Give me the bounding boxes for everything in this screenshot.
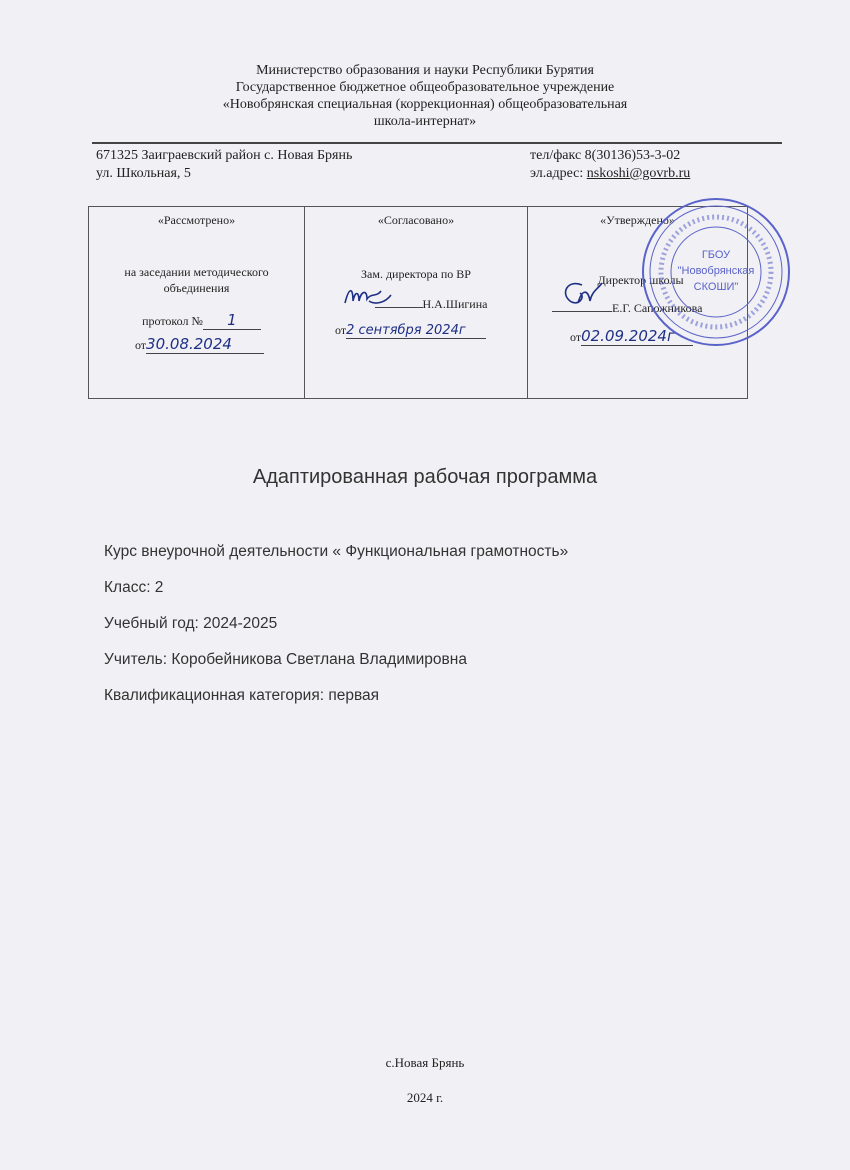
- approved-date-label: от: [570, 330, 582, 344]
- postal-address: [96, 147, 352, 183]
- qualification-category: Квалификационная категория: первая: [104, 687, 380, 704]
- school-stamp: [640, 196, 792, 348]
- reviewed-title: «Рассмотрено»: [157, 213, 236, 227]
- teacher: Учитель: Коробейникова Светлана Владимировна: [104, 651, 467, 668]
- reviewed-body-1: на заседании методического: [124, 265, 269, 279]
- header-divider: [92, 142, 782, 144]
- agreed-title: «Согласовано»: [377, 213, 455, 227]
- approved-title: «Утверждено»: [600, 213, 675, 227]
- institution-name-line: «Новобрянская специальная (коррекционная) общеобразовательная: [222, 97, 628, 112]
- letterhead: [0, 62, 850, 130]
- agreed-role: Зам. директора по ВР: [361, 267, 471, 281]
- phone-fax: тел/факс 8(30136)53-3-02: [530, 148, 681, 163]
- approved-role: Директор школы: [597, 273, 684, 287]
- approval-reviewed: [89, 207, 305, 398]
- contacts: [530, 147, 690, 183]
- reviewed-body-2: объединения: [163, 281, 230, 295]
- protocol-number: 1: [227, 311, 237, 329]
- footer-place: с.Новая Брянь: [385, 1055, 465, 1070]
- reviewed-date: 30.08.2024: [146, 335, 232, 353]
- academic-year: Учебный год: 2024-2025: [104, 615, 278, 632]
- footer-year: 2024 г.: [406, 1090, 444, 1105]
- agreed-name: Н.А.Шигина: [422, 297, 488, 311]
- address-line-1: 671325 Заиграевский район с. Новая Брянь: [96, 148, 353, 163]
- document-title: Адаптированная рабочая программа: [252, 466, 598, 488]
- approved-date: 02.09.2024г: [581, 327, 675, 345]
- institution-type-line: Государственное бюджетное общеобразовательное учреждение: [235, 80, 615, 95]
- institution-name-line-2: школа-интернат»: [373, 114, 477, 129]
- approved-name: Е.Г. Сапожникова: [612, 301, 703, 315]
- address-line-2: ул. Школьная, 5: [96, 166, 191, 181]
- agreed-date-label: от: [335, 323, 347, 337]
- grade: Класс: 2: [104, 579, 164, 596]
- program-details: [104, 540, 568, 720]
- deputy-signature: [341, 283, 393, 311]
- email-link[interactable]: nskoshi@govrb.ru: [586, 166, 691, 181]
- email-label: эл.адрес:: [530, 166, 587, 181]
- course-name: Курс внеурочной деятельности « Функциональная грамотность»: [104, 543, 569, 560]
- approval-agreed: [305, 207, 528, 398]
- director-signature: [556, 279, 606, 313]
- agreed-date: 2 сентября 2024г: [346, 323, 466, 338]
- reviewed-date-label: от: [134, 338, 147, 352]
- ministry-line: Министерство образования и науки Республики Бурятия: [256, 63, 594, 78]
- stamp-line-3: СКОШИ": [693, 281, 739, 293]
- stamp-line-2: "Новобрянская: [677, 265, 755, 277]
- stamp-line-1: ГБОУ: [701, 249, 731, 261]
- protocol-label: протокол №: [142, 314, 203, 328]
